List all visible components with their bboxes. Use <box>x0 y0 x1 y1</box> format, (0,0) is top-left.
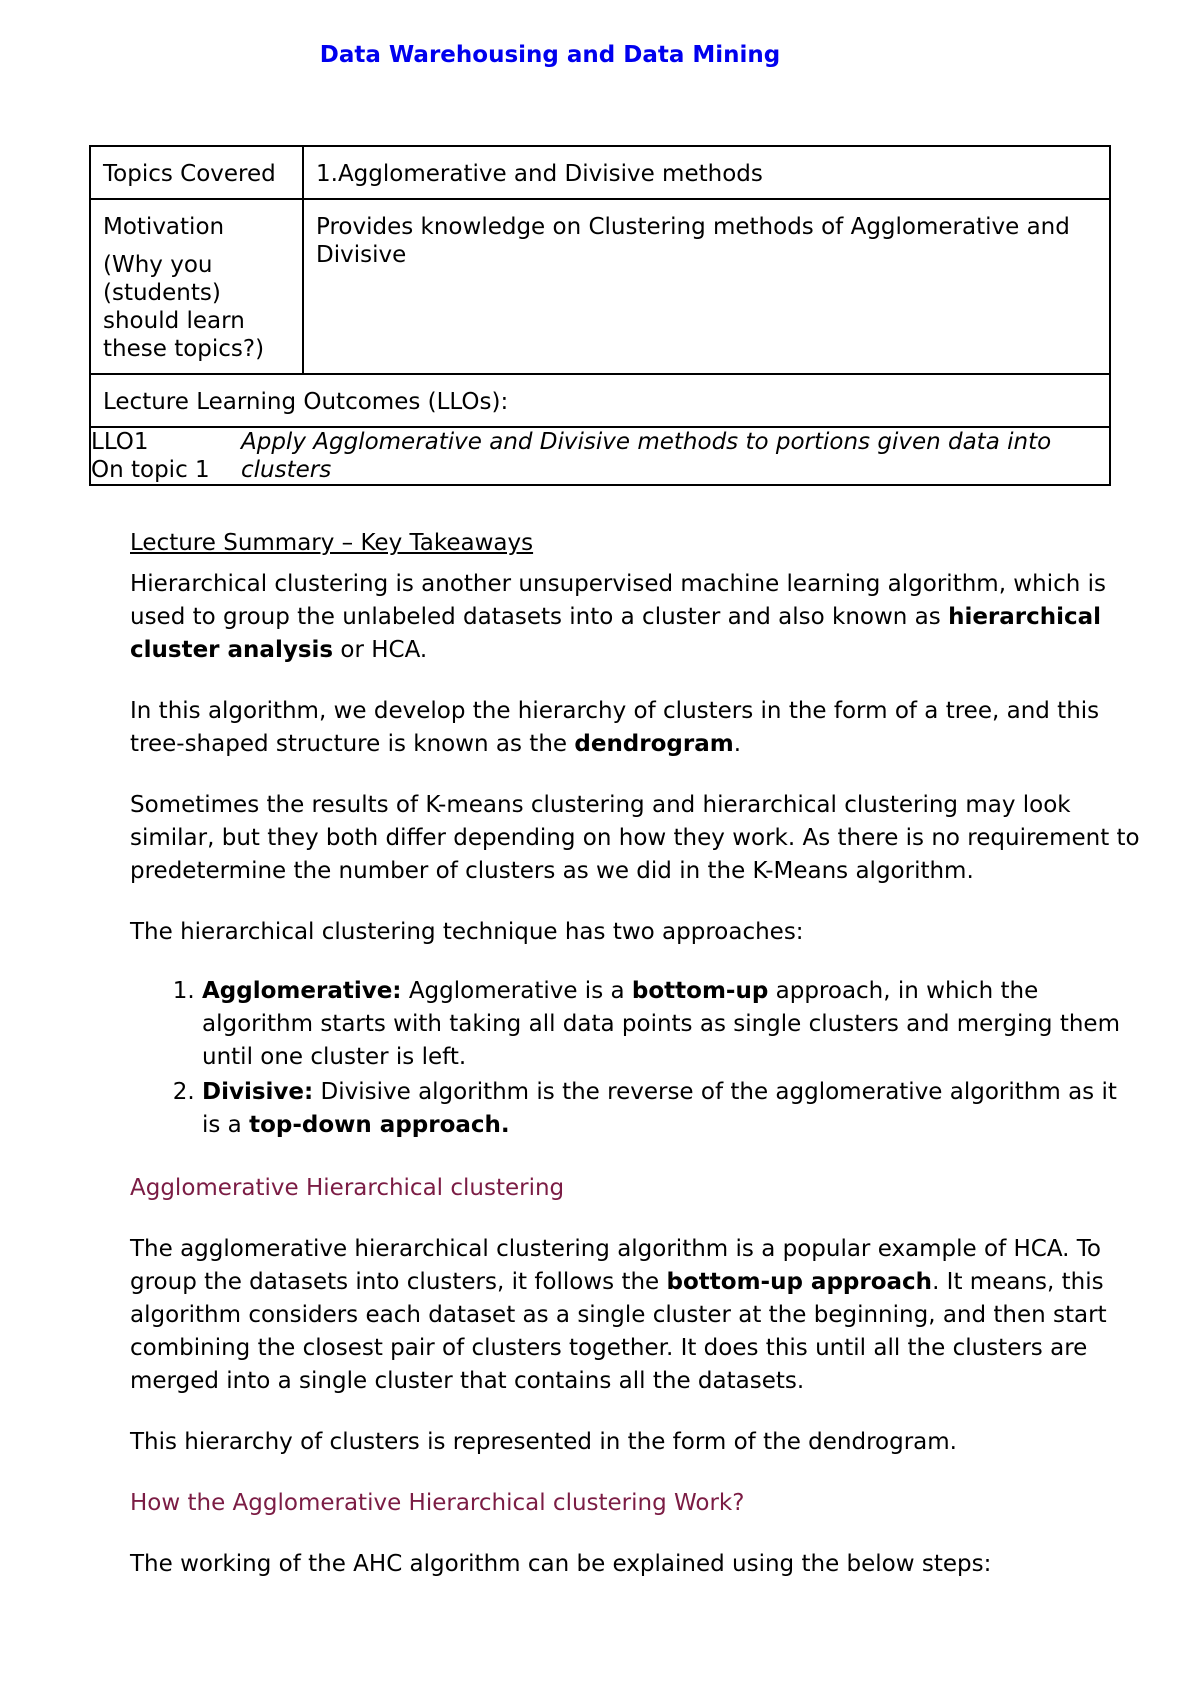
llo-header: Lecture Learning Outcomes (LLOs): <box>90 374 1110 427</box>
motivation-row <box>90 199 1110 374</box>
document-title: Data Warehousing and Data Mining <box>319 42 781 68</box>
summary-paragraph-4: The hierarchical clustering technique has two approaches: <box>130 919 804 945</box>
topics-label: Topics Covered <box>90 146 303 199</box>
dendrogram-term: dendrogram <box>574 731 734 757</box>
approaches-list <box>130 975 1140 1142</box>
lecture-info-table <box>89 145 1111 486</box>
hca-term: hierarchical cluster analysis <box>130 604 1102 663</box>
llo-row <box>90 427 1110 485</box>
summary-paragraph-2: In this algorithm, we develop the hierarchy of clusters in the form of a tree, and this tree-shaped structure is known as the dendrogram. <box>130 698 1100 757</box>
motivation-label: Motivation <box>103 214 225 240</box>
llo-id-cell <box>91 428 241 484</box>
topics-row <box>90 146 1110 199</box>
llo-header-row <box>90 374 1110 427</box>
agglomerative-paragraph-2: This hierarchy of clusters is represented in the form of the dendrogram. <box>130 1429 957 1455</box>
llo-id: LLO1 <box>91 429 149 455</box>
how-heading: How the Agglomerative Hierarchical clustering Work? <box>130 1490 745 1516</box>
agglomerative-heading: Agglomerative Hierarchical clustering <box>130 1175 565 1201</box>
summary-paragraph-1: Hierarchical clustering is another unsupervised machine learning algorithm, which is used to group the unlabeled datasets into a cluster and also known as hierarchical cluster analysis or HCA. <box>130 571 1106 663</box>
list-item: 2. Divisive: Divisive algorithm is the reverse of the agglomerative algorithm as it is a top-down approach. <box>202 1076 1140 1142</box>
list-item: 1. Agglomerative: Agglomerative is a bottom-up approach, in which the algorithm starts with taking all data points as single clusters and merging them until one cluster is left. <box>202 975 1140 1074</box>
body-content <box>130 527 1140 1609</box>
llo-cell <box>90 427 1110 485</box>
motivation-sub: (Why you (students) should learn these topics?) <box>103 252 265 362</box>
agglomerative-paragraph-1: The agglomerative hierarchical clustering algorithm is a popular example of HCA. To group the datasets into clusters, it follows the bottom-up approach. It means, this algorithm considers each dataset as a single cluster at the beginning, and then start combining the closest pair of clusters together. It does this until all the clusters are merged into a single cluster that contains all the datasets. <box>130 1236 1107 1394</box>
llo-text: Apply Agglomerative and Divisive methods to portions given data into clusters <box>241 429 1052 483</box>
how-paragraph-1: The working of the AHC algorithm can be explained using the below steps: <box>130 1551 992 1577</box>
summary-heading: Lecture Summary – Key Takeaways <box>130 530 534 556</box>
llo-topic: On topic 1 <box>91 457 210 483</box>
motivation-label-cell <box>90 199 303 374</box>
summary-paragraph-3: Sometimes the results of K-means clustering and hierarchical clustering may look similar, but they both differ depending on how they work. As there is no requirement to predetermine the number of clusters as we did in the K-Means algorithm. <box>130 792 1140 884</box>
topics-value: 1.Agglomerative and Divisive methods <box>303 146 1110 199</box>
llo-inner-table <box>91 428 1109 484</box>
motivation-value: Provides knowledge on Clustering methods of Agglomerative and Divisive <box>303 199 1110 374</box>
bottom-up-term: bottom-up approach <box>666 1269 933 1295</box>
